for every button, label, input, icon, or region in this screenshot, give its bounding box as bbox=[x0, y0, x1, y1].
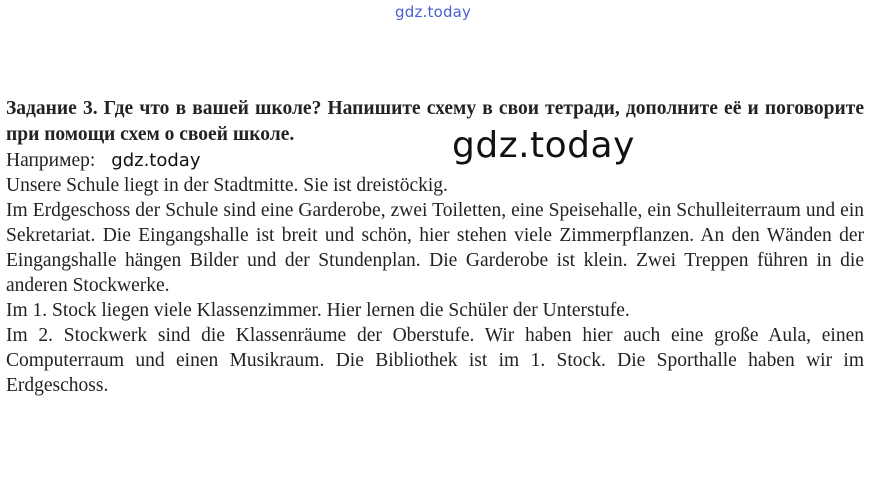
example-label: Например: bbox=[6, 150, 96, 171]
task-heading: Задание 3. Где что в вашей школе? Напишите схему в свои тетради, дополните её и поговорите при помощи схем о своей школе. bbox=[6, 98, 864, 145]
example-row bbox=[6, 148, 864, 173]
paragraph-second-floor: Im 2. Stockwerk sind die Klassenräume der Oberstufe. Wir haben hier auch eine große Aula, einen Computerraum und einen Musikraum. Die Bibliothek ist im 1. Stock. Die Sporthalle haben wir im Erdgeschoss. bbox=[6, 325, 864, 396]
paragraph-first-floor: Im 1. Stock liegen viele Klassenzimmer. Hier lernen die Schüler der Unterstufe. bbox=[6, 300, 630, 321]
paragraph-intro: Unsere Schule liegt in der Stadtmitte. Sie ist dreistöckig. bbox=[6, 175, 448, 196]
watermark-top: gdz.today bbox=[395, 3, 472, 21]
watermark-inline: gdz.today bbox=[111, 150, 201, 171]
document-body bbox=[6, 96, 864, 398]
paragraph-ground-floor: Im Erdgeschoss der Schule sind eine Garderobe, zwei Toiletten, eine Speisehalle, ein Schulleiterraum und ein Sekretariat. Die Eingangshalle ist breit und schön, hier stehen viele Zimmerpflanzen. An den Wänden der Eingangshalle hängen Bilder und der Stundenplan. Die Garderobe ist klein. Zwei Treppen führen in die anderen Stockwerke. bbox=[6, 200, 864, 296]
watermark-large: gdz.today bbox=[452, 125, 635, 166]
